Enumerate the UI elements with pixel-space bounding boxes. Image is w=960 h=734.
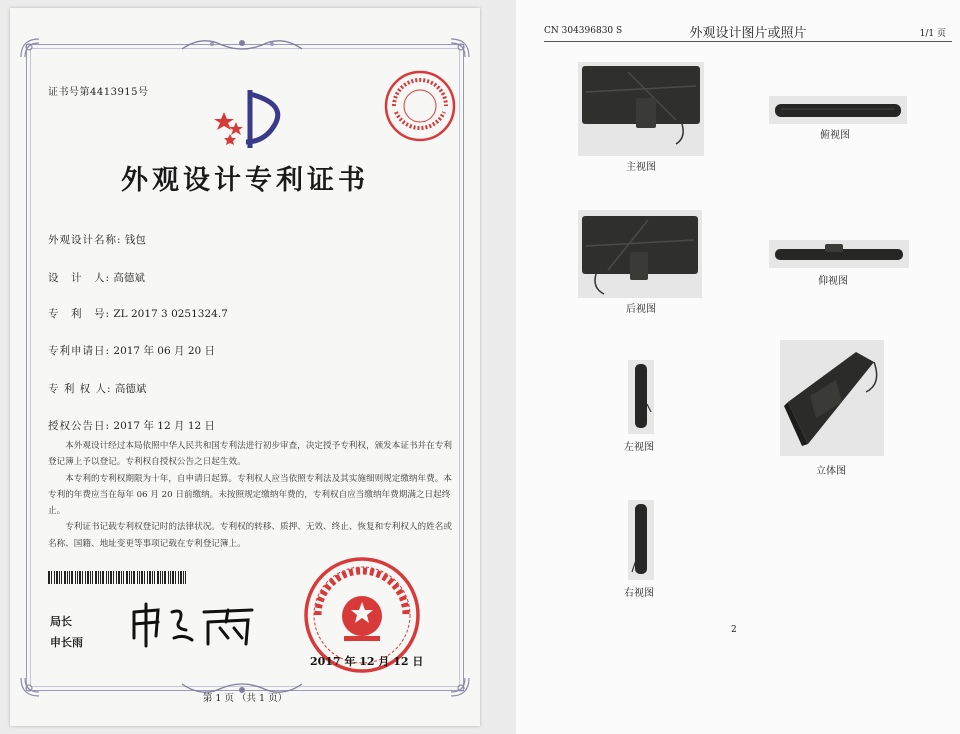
certificate-page-label: 第 1 页 （共 1 页） [202,693,288,704]
barcode-bar [129,571,130,584]
header-divider [544,41,952,42]
barcode-bar [92,571,93,584]
front-view [578,62,704,156]
barcode-bar [100,571,101,584]
certificate-number: 证书号第4413915号 [48,87,149,98]
barcode-bar [59,571,60,584]
barcode-bar [77,571,78,584]
barcode-bar [48,571,50,584]
barcode-bar [64,571,66,584]
patent-office-logo-icon [210,86,292,152]
barcode-bar [133,571,135,584]
barcode-bar [61,571,62,584]
barcode-bar [90,571,91,584]
barcode-bar [110,571,112,584]
design-photos-page [516,0,960,734]
page-header [544,24,952,40]
signature-icon [128,598,258,650]
barcode-bar [162,571,163,584]
barcode-bar [185,571,186,584]
office-seal-icon [382,68,458,144]
barcode-bar [149,571,151,584]
scroll-ornament-icon [172,35,312,55]
barcode-bar [168,571,169,584]
barcode-bar [183,571,184,584]
certificate-body [48,438,453,552]
barcode-bar [113,571,114,584]
barcode-bar [118,571,120,584]
barcode-bar [144,571,145,584]
field-design-name: 外观设计名称: 钱包 [48,234,146,246]
barcode-bar [56,571,58,584]
view-caption: 后视图 [626,304,656,315]
document-number: CN 304396830 S [544,26,623,36]
barcode-bar [172,571,174,584]
wallet-top-photo-icon [769,96,907,124]
grant-date-stamp: 2017 年 12 月 12 日 [310,655,424,668]
barcode-bar [54,571,55,584]
back-view [578,210,702,298]
barcode-bar [137,571,138,584]
barcode-bar [154,571,155,584]
right-view [628,500,654,580]
barcode-bar [98,571,99,584]
barcode-bar [141,571,143,584]
view-caption: 俯视图 [820,130,850,141]
field-patent-number: 专 利 号: ZL 2017 3 0251324.7 [48,308,228,320]
barcode-bar [102,571,104,584]
director-label: 局长 申长雨 [50,615,83,649]
field-designer: 设 计 人: 高德斌 [48,272,145,284]
barcode-bar [160,571,161,584]
field-application-date: 专利申请日: 2017 年 06 月 20 日 [48,345,216,357]
barcode-bar [121,571,122,584]
bottom-view [769,240,909,268]
view-caption: 右视图 [624,588,654,599]
perspective-view [780,340,884,456]
barcode-bar [95,571,97,584]
top-view [769,96,907,124]
corner-ornament-icon [19,37,41,59]
barcode-icon [48,571,188,584]
certificate-title: 外观设计专利证书 [121,165,369,196]
view-caption: 仰视图 [818,276,848,287]
page-title: 外观设计图片或照片 [689,26,807,41]
left-view [628,360,654,434]
barcode-bar [147,571,148,584]
body-paragraph: 本专利的专利权期限为十年，自申请日起算。专利权人应当依照专利法及其实施细则规定缴纳年费。本专利的年费应当在每年 06 月 20 日前缴纳。未按照规定缴纳年费的，专利权自应当缴纳年费期满之日起终止。 [48,473,452,517]
wallet-front-photo-icon [578,62,704,156]
view-caption: 主视图 [626,162,656,173]
barcode-bar [71,571,73,584]
barcode-bar [75,571,76,584]
barcode-bar [139,571,140,584]
barcode-bar [126,571,128,584]
wallet-left-photo-icon [628,360,654,434]
barcode-bar [51,571,52,584]
barcode-bar [85,571,86,584]
barcode-bar [106,571,107,584]
barcode-bar [152,571,153,584]
view-caption: 左视图 [624,442,654,453]
wallet-right-photo-icon [628,500,654,580]
page-fraction: 1/1 页 [919,29,946,39]
barcode-bar [87,571,89,584]
field-grant-date: 授权公告日: 2017 年 12 月 12 日 [48,420,216,432]
view-caption: 立体图 [816,466,846,477]
barcode-bar [123,571,124,584]
barcode-bar [67,571,68,584]
barcode-bar [131,571,132,584]
patent-certificate [10,8,480,726]
field-patentee: 专 利 权 人: 高德斌 [48,383,147,395]
barcode-bar [178,571,179,584]
barcode-bar [116,571,117,584]
barcode-bar [175,571,176,584]
barcode-bar [79,571,81,584]
body-paragraph: 专利证书记载专利权登记时的法律状况。专利权的转移、质押、无效、终止、恢复和专利权人的姓名或名称、国籍、地址变更等事项记载在专利登记簿上。 [48,522,452,549]
page-number: 2 [731,625,737,635]
wallet-back-photo-icon [578,210,702,298]
barcode-bar [164,571,166,584]
wallet-perspective-photo-icon [780,340,884,456]
barcode-bar [180,571,182,584]
barcode-bar [108,571,109,584]
barcode-bar [170,571,171,584]
barcode-bar [157,571,159,584]
corner-ornament-icon [449,37,471,59]
body-paragraph: 本外观设计经过本局依照中华人民共和国专利法进行初步审查，决定授予专利权，颁发本证书并在专利登记簿上予以登记。专利权自授权公告之日起生效。 [48,441,452,468]
wallet-bottom-photo-icon [769,240,909,268]
barcode-bar [82,571,83,584]
barcode-bar [69,571,70,584]
